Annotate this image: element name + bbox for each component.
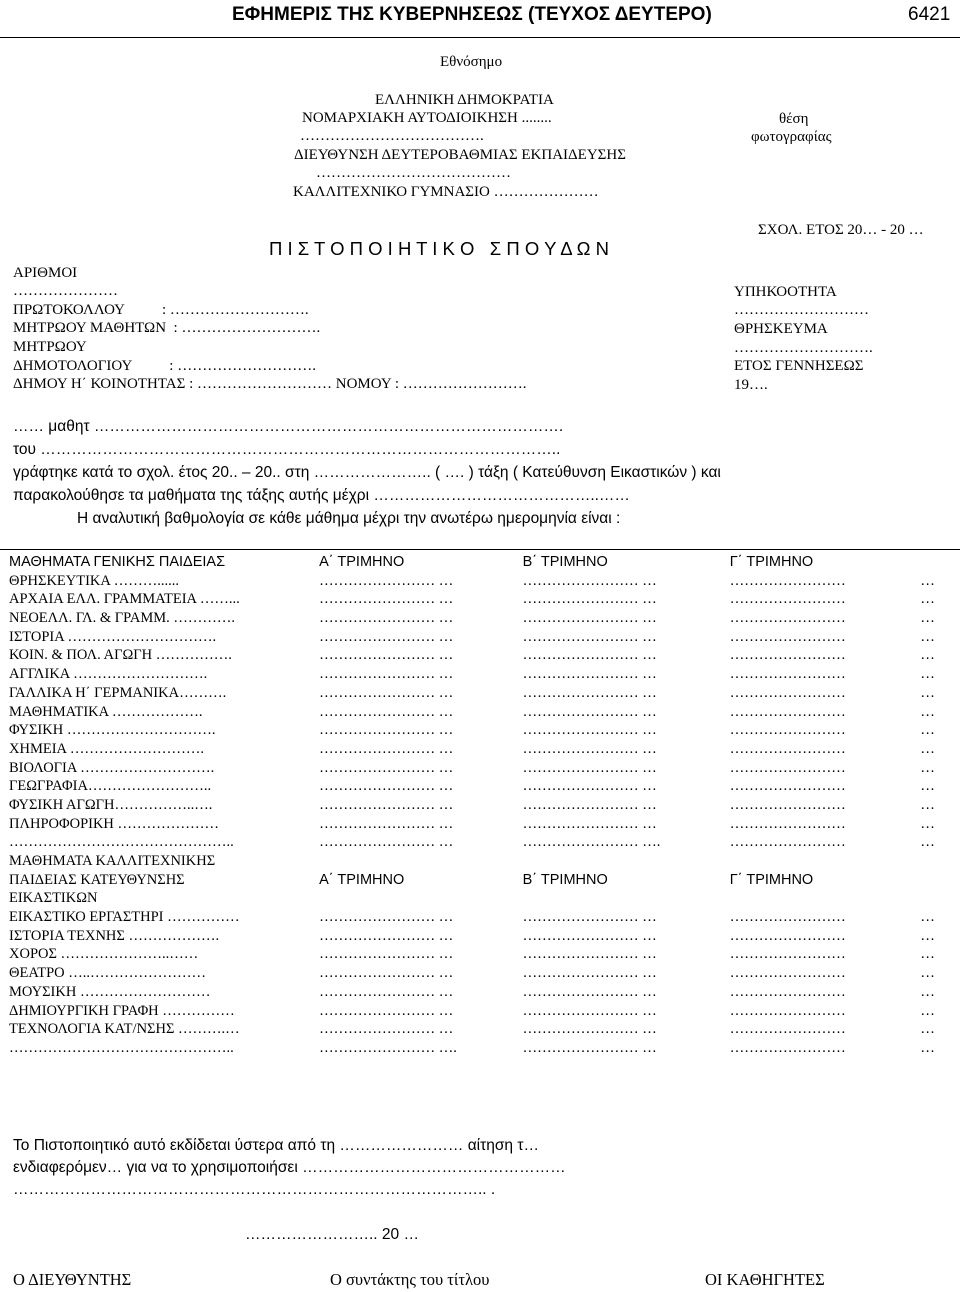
- general-grade-term-2: …………………… …: [522, 666, 657, 683]
- issuer-line-1: ΕΛΛΗΝΙΚΗ ΔΗΜΟΚΡΑΤΙΑ: [375, 92, 554, 108]
- general-row: [9, 833, 949, 852]
- general-grade-term-2: …………………… …: [522, 610, 657, 627]
- artistic-grade-term-1: …………………… …: [319, 1021, 454, 1038]
- general-row: [9, 740, 949, 759]
- general-grade-term-3: ……………………: [729, 647, 846, 664]
- religion-label: ΘΡΗΣΚΕΥΜΑ: [734, 321, 828, 337]
- general-grade-term-3: ……………………: [729, 703, 846, 720]
- artistic-row: [9, 983, 949, 1002]
- general-grade-term-3: ……………………: [729, 684, 846, 701]
- general-subjects-header: ΜΑΘΗΜΑΤΑ ΓΕΝΙΚΗΣ ΠΑΙΔΕΙΑΣ: [9, 554, 226, 570]
- general-trailing-dots: …: [920, 815, 935, 832]
- artistic-term-a-header: Α΄ ΤΡΙΜΗΝΟ: [319, 871, 405, 888]
- document-title: Π Ι Σ Τ Ο Π Ο Ι Η Τ Ι Κ Ο Σ Π Ο Υ Δ Ω Ν: [269, 238, 610, 259]
- artistic-trailing-dots: …: [920, 1002, 935, 1019]
- artistic-term-c-header: Γ΄ ΤΡΙΜΗΝΟ: [729, 871, 814, 888]
- footer-line-1: Το Πιστοποιητικό αυτό εκδίδεται ύστερα από τη …………………… αίτηση τ…: [13, 1137, 539, 1154]
- statement-line-1: …… μαθητ ……………………………………………………………………………….: [13, 418, 564, 435]
- artistic-grade-term-3: ……………………: [729, 1021, 846, 1038]
- general-trailing-dots: …: [920, 610, 935, 627]
- general-trailing-dots: …: [920, 778, 935, 795]
- general-grade-term-3: ……………………: [729, 815, 846, 832]
- artistic-grade-term-2: …………………… …: [522, 909, 657, 926]
- artistic-trailing-dots: …: [920, 927, 935, 944]
- general-grade-term-2: …………………… …: [522, 572, 657, 589]
- general-grade-term-2: …………………… …: [522, 703, 657, 720]
- general-grade-term-1: …………………… …: [319, 778, 454, 795]
- artistic-trailing-dots: …: [920, 1021, 935, 1038]
- term-c-header: Γ΄ ΤΡΙΜΗΝΟ: [729, 554, 814, 570]
- general-trailing-dots: …: [920, 628, 935, 645]
- general-subject: ΚΟΙΝ. & ΠΟΛ. ΑΓΩΓΗ …………….: [9, 647, 232, 664]
- general-row: [9, 721, 949, 740]
- artistic-trailing-dots: …: [920, 1039, 935, 1056]
- general-row: [9, 590, 949, 609]
- general-subject: ΦΥΣΙΚΗ ΑΓΩΓΗ……………..….: [9, 796, 213, 813]
- general-row: [9, 796, 949, 815]
- artistic-grade-term-2: …………………… …: [522, 1021, 657, 1038]
- general-subject: ΦΥΣΙΚΗ ………………………….: [9, 722, 216, 739]
- signatory-teachers: ΟΙ ΚΑΘΗΓΗΤΕΣ: [705, 1270, 825, 1289]
- issuer-line-2: ΝΟΜΑΡΧΙΑΚΗ ΑΥΤΟΔΙΟΙΚΗΣΗ ........: [302, 110, 552, 126]
- artistic-grade-term-3: ……………………: [729, 1002, 846, 1019]
- general-grade-term-2: …………………… …: [522, 740, 657, 757]
- general-grade-term-3: ……………………: [729, 740, 846, 757]
- general-subject: ΧΗΜΕΙΑ ……………………….: [9, 740, 204, 757]
- artistic-term-b-header: Β΄ ΤΡΙΜΗΝΟ: [522, 871, 608, 888]
- artistic-subject: ΤΕΧΝΟΛΟΓΙΑ ΚΑΤ/ΝΣΗΣ ……….…: [9, 1021, 240, 1038]
- general-subject: ΑΡΧΑΙΑ ΕΛΛ. ΓΡΑΜΜΑΤΕΙΑ ……...: [9, 591, 240, 608]
- general-grade-term-3: ……………………: [729, 759, 846, 776]
- general-grade-term-3: ……………………: [729, 610, 846, 627]
- school-year: ΣΧΟΛ. ΕΤΟΣ 20… - 20 …: [758, 222, 924, 238]
- registry-number: ΜΗΤΡΩΟΥ ΜΑΘΗΤΩΝ : ……………………….: [13, 320, 321, 336]
- signatory-director: Ο ΔΙΕΥΘΥΝΤΗΣ: [13, 1270, 132, 1289]
- religion-value: ……………………….: [734, 340, 873, 356]
- artistic-row: [9, 1002, 949, 1021]
- artistic-trailing-dots: …: [920, 983, 935, 1000]
- general-subject: ΜΑΘΗΜΑΤΙΚΑ ……………….: [9, 703, 203, 720]
- general-grade-term-2: …………………… …: [522, 628, 657, 645]
- protocol-number: ΠΡΩΤΟΚΟΛΛΟΥ : ……………………….: [13, 302, 309, 318]
- issuer-line-5: …………………………………: [316, 165, 511, 181]
- emblem-label: Εθνόσημο: [440, 54, 503, 70]
- statement-line-4: παρακολούθησε τα μαθήματα της τάξης αυτής μέχρι ……………………………………..……: [13, 487, 630, 504]
- general-trailing-dots: …: [920, 684, 935, 701]
- general-row: [9, 684, 949, 703]
- general-row: [9, 609, 949, 628]
- general-grade-term-3: ……………………: [729, 834, 846, 851]
- general-grade-term-3: ……………………: [729, 572, 846, 589]
- footer-line-2: ενδιαφερόμεν… για να το χρησιμοποιήσει ……………………………………………: [13, 1159, 566, 1176]
- general-subject: ΝΕΟΕΛΛ. ΓΛ. & ΓΡΑΜΜ. ………….: [9, 610, 236, 627]
- footer-line-3: ……………………………………………………………………………….. .: [13, 1181, 496, 1198]
- general-trailing-dots: …: [920, 796, 935, 813]
- artistic-row: [9, 927, 949, 946]
- artistic-grade-term-2: …………………… …: [522, 965, 657, 982]
- artistic-grade-term-2: …………………… …: [522, 983, 657, 1000]
- statement-line-2: του ………………………………………………………………………………………..: [13, 441, 561, 458]
- general-grade-term-2: …………………… …: [522, 647, 657, 664]
- issuer-line-4: ΔΙΕΥΘΥΝΣΗ ΔΕΥΤΕΡΟΒΑΘΜΙΑΣ ΕΚΠΑΙΔΕΥΣΗΣ: [294, 147, 626, 163]
- signatory-author: Ο συντάκτης του τίτλου: [330, 1270, 490, 1289]
- registry-label: ΜΗΤΡΩΟΥ: [13, 339, 87, 355]
- issue-date: …………………….. 20 …: [245, 1226, 419, 1243]
- artistic-grade-term-1: …………………… …: [319, 983, 454, 1000]
- artistic-grade-term-1: …………………… …: [319, 1002, 454, 1019]
- artistic-grade-term-1: …………………… …: [319, 965, 454, 982]
- general-row: [9, 759, 949, 778]
- general-subject: ΓΕΩΓΡΑΦΙΑ……………………..: [9, 778, 212, 795]
- statement-line-3: γράφτηκε κατά το σχολ. έτος 20.. – 20.. στη ………………….. ( …. ) τάξη ( Κατεύθυνση Εικαστικών ) και: [13, 464, 721, 481]
- general-grade-term-3: ……………………: [729, 591, 846, 608]
- photo-placeholder-line-1: θέση: [779, 111, 809, 127]
- general-row: [9, 777, 949, 796]
- artistic-row: [9, 1020, 949, 1039]
- general-grade-term-2: …………………… …: [522, 815, 657, 832]
- general-subject: ΓΑΛΛΙΚΑ Η΄ ΓΕΡΜΑΝΙΚΑ……….: [9, 684, 227, 701]
- general-grade-term-2: …………………… …: [522, 796, 657, 813]
- artistic-trailing-dots: …: [920, 909, 935, 926]
- gazette-title: ΕΦΗΜΕΡΙΣ ΤΗΣ ΚΥΒΕΡΝΗΣΕΩΣ (ΤΕΥΧΟΣ ΔΕΥΤΕΡΟ): [232, 4, 712, 25]
- municipal-registry: ΔΗΜΟΤΟΛΟΓΙΟΥ : ……………………….: [13, 358, 316, 374]
- artistic-grade-term-1: …………………… …: [319, 927, 454, 944]
- artistic-row: [9, 908, 949, 927]
- term-b-header: Β΄ ΤΡΙΜΗΝΟ: [522, 554, 608, 570]
- artistic-header-row: [9, 852, 949, 871]
- general-grade-term-1: …………………… …: [319, 610, 454, 627]
- birth-year-label: ΕΤΟΣ ΓΕΝΝΗΣΕΩΣ: [734, 358, 864, 374]
- artistic-subject: ΔΗΜΙΟΥΡΓΙΚΗ ΓΡΑΦΗ ……………: [9, 1002, 235, 1019]
- general-grade-term-3: ……………………: [729, 722, 846, 739]
- general-trailing-dots: …: [920, 666, 935, 683]
- municipality-prefecture: ΔΗΜΟΥ Η΄ ΚΟΙΝΟΤΗΤΑΣ : ……………………… ΝΟΜΟΥ : …………………….: [13, 376, 527, 392]
- general-grade-term-1: …………………… …: [319, 815, 454, 832]
- artistic-subject: ΧΟΡΟΣ …………………..……: [9, 946, 199, 963]
- general-grade-term-1: …………………… …: [319, 796, 454, 813]
- photo-placeholder-line-2: φωτογραφίας: [751, 129, 832, 145]
- general-subject: ΒΙΟΛΟΓΙΑ ……………………….: [9, 759, 215, 776]
- artistic-grade-term-3: ……………………: [729, 965, 846, 982]
- artistic-header-line-1: ΜΑΘΗΜΑΤΑ ΚΑΛΛΙΤΕΧΝΙΚΗΣ: [9, 853, 216, 869]
- general-grade-term-3: ……………………: [729, 778, 846, 795]
- general-grade-term-3: ……………………: [729, 628, 846, 645]
- artistic-trailing-dots: …: [920, 965, 935, 982]
- general-trailing-dots: …: [920, 703, 935, 720]
- general-grade-term-1: …………………… …: [319, 666, 454, 683]
- header-rule: [0, 37, 960, 38]
- page-number: 6421: [908, 4, 951, 25]
- gazette-header: [0, 4, 960, 34]
- artistic-row: [9, 964, 949, 983]
- general-trailing-dots: …: [920, 740, 935, 757]
- artistic-row: [9, 1039, 949, 1058]
- general-trailing-dots: …: [920, 759, 935, 776]
- general-grade-term-1: …………………… …: [319, 759, 454, 776]
- general-grade-term-2: …………………… …: [522, 684, 657, 701]
- general-grade-term-2: …………………… ….: [522, 834, 661, 851]
- artistic-grade-term-2: …………………… …: [522, 1002, 657, 1019]
- term-a-header: Α΄ ΤΡΙΜΗΝΟ: [319, 554, 405, 570]
- issuer-line-6: ΚΑΛΛΙΤΕΧΝΙΚΟ ΓΥΜΝΑΣΙΟ …………………: [293, 184, 599, 200]
- grades-table: [9, 553, 949, 1058]
- general-grade-term-2: …………………… …: [522, 722, 657, 739]
- artistic-grade-term-1: …………………… …: [319, 946, 454, 963]
- general-grade-term-1: …………………… …: [319, 572, 454, 589]
- general-trailing-dots: …: [920, 722, 935, 739]
- artistic-subject: ΕΙΚΑΣΤΙΚΟ ΕΡΓΑΣΤΗΡΙ ……………: [9, 909, 240, 926]
- table-top-rule: [0, 549, 960, 550]
- artistic-grade-term-1: …………………… …: [319, 909, 454, 926]
- general-grade-term-1: …………………… …: [319, 628, 454, 645]
- general-grade-term-2: …………………… …: [522, 778, 657, 795]
- artistic-grade-term-2: …………………… …: [522, 927, 657, 944]
- artistic-grade-term-3: ……………………: [729, 927, 846, 944]
- general-subject: ΑΓΓΛΙΚΑ ……………………….: [9, 666, 208, 683]
- general-grade-term-1: …………………… …: [319, 722, 454, 739]
- general-grade-term-3: ……………………: [729, 796, 846, 813]
- artistic-header-row-2: [9, 871, 949, 890]
- artistic-header-row-3: [9, 889, 949, 908]
- general-trailing-dots: …: [920, 572, 935, 589]
- general-trailing-dots: …: [920, 647, 935, 664]
- artistic-grade-term-1: …………………… ….: [319, 1039, 457, 1056]
- general-grade-term-3: ……………………: [729, 666, 846, 683]
- general-row: [9, 703, 949, 722]
- general-grade-term-1: …………………… …: [319, 591, 454, 608]
- artistic-grade-term-3: ……………………: [729, 983, 846, 1000]
- artistic-subject: ΘΕΑΤΡΟ …..……………………: [9, 965, 206, 982]
- artistic-grade-term-2: …………………… …: [522, 946, 657, 963]
- general-subject: ΙΣΤΟΡΙΑ ………………………….: [9, 628, 217, 645]
- statement-line-5: Η αναλυτική βαθμολογία σε κάθε μάθημα μέχρι την ανωτέρω ημερομηνία είναι :: [77, 510, 621, 527]
- general-subject: ΠΛΗΡΟΦΟΡΙΚΗ …………………: [9, 815, 220, 832]
- general-subject: ………………………………………..: [9, 834, 234, 851]
- issuer-line-3: ……………………………….: [300, 128, 484, 144]
- numbers-dots: …………………: [13, 283, 118, 299]
- artistic-header-line-3: ΕΙΚΑΣΤΙΚΩΝ: [9, 890, 98, 907]
- general-row: [9, 572, 949, 591]
- general-grade-term-1: …………………… …: [319, 834, 454, 851]
- citizenship-value: ………………………: [734, 302, 869, 318]
- general-grade-term-1: …………………… …: [319, 647, 454, 664]
- general-row: [9, 815, 949, 834]
- artistic-trailing-dots: …: [920, 946, 935, 963]
- artistic-grade-term-2: …………………… …: [522, 1039, 657, 1056]
- artistic-subject: ΙΣΤΟΡΙΑ ΤΕΧΝΗΣ ……………….: [9, 927, 220, 944]
- artistic-grade-term-3: ……………………: [729, 1039, 846, 1056]
- general-grade-term-1: …………………… …: [319, 684, 454, 701]
- general-grade-term-1: …………………… …: [319, 703, 454, 720]
- artistic-grade-term-3: ……………………: [729, 909, 846, 926]
- general-subject: ΘΡΗΣΚΕΥΤΙΚΑ ………......: [9, 572, 179, 589]
- general-row: [9, 646, 949, 665]
- general-row: [9, 665, 949, 684]
- birth-year-value: 19….: [734, 377, 768, 393]
- numbers-heading: ΑΡΙΘΜΟΙ: [13, 265, 78, 281]
- artistic-header-line-2: ΠΑΙΔΕΙΑΣ ΚΑΤΕΥΘΥΝΣΗΣ: [9, 871, 185, 888]
- general-trailing-dots: …: [920, 834, 935, 851]
- general-header-row: [9, 553, 949, 572]
- artistic-subject: ………………………………………..: [9, 1039, 234, 1056]
- citizenship-label: ΥΠΗΚΟΟΤΗΤΑ: [734, 284, 837, 300]
- general-grade-term-2: …………………… …: [522, 591, 657, 608]
- artistic-row: [9, 945, 949, 964]
- general-row: [9, 628, 949, 647]
- artistic-subject: ΜΟΥΣΙΚΗ ………………………: [9, 983, 211, 1000]
- artistic-grade-term-3: ……………………: [729, 946, 846, 963]
- general-grade-term-2: …………………… …: [522, 759, 657, 776]
- general-grade-term-1: …………………… …: [319, 740, 454, 757]
- general-trailing-dots: …: [920, 591, 935, 608]
